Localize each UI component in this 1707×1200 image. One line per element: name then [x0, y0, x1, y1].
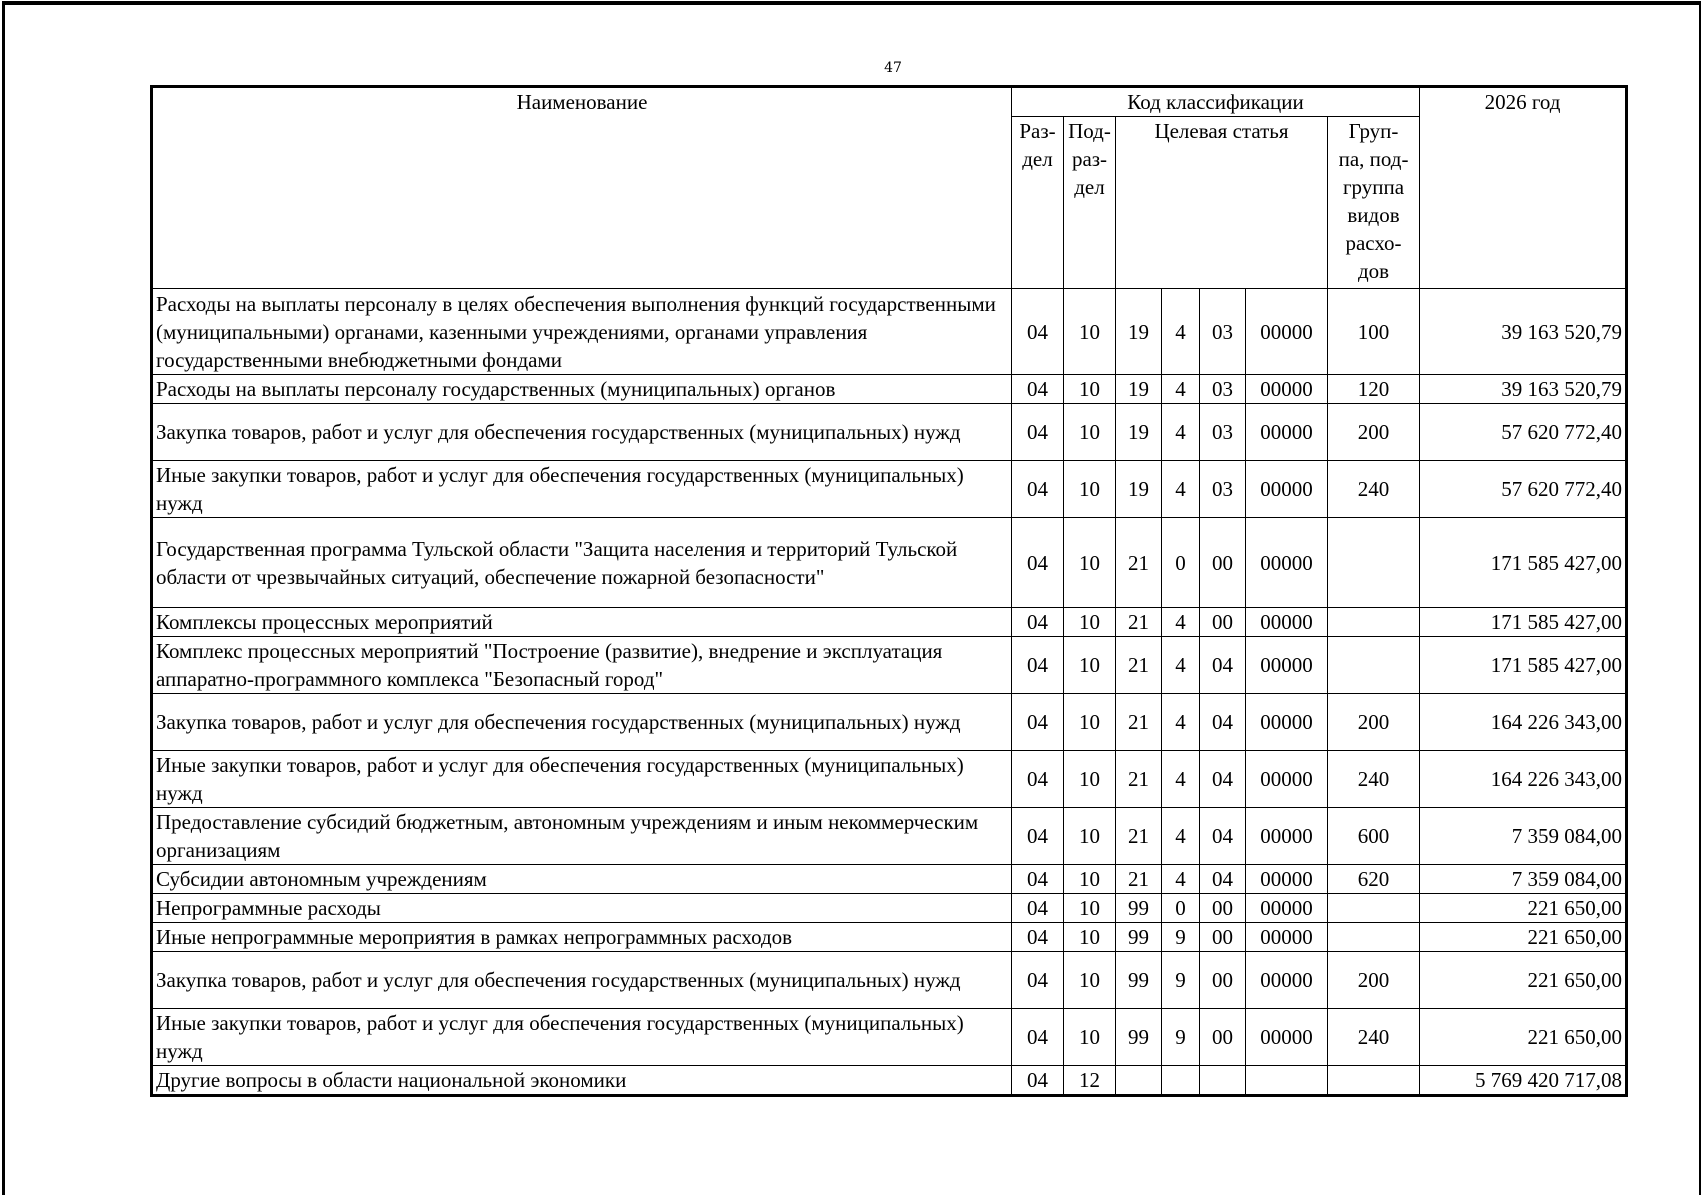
row-amount: 7 359 084,00	[1420, 865, 1627, 894]
row-podrazdel: 10	[1064, 637, 1116, 694]
row-podrazdel: 10	[1064, 808, 1116, 865]
row-target-type: 4	[1162, 608, 1200, 637]
row-name: Закупка товаров, работ и услуг для обеспечения государственных (муниципальных) нужд	[152, 404, 1012, 461]
row-target-program: 19	[1116, 375, 1162, 404]
row-target-direction: 00000	[1246, 751, 1328, 808]
table-row	[152, 808, 1627, 865]
row-target-direction: 00000	[1246, 808, 1328, 865]
row-target-program: 21	[1116, 608, 1162, 637]
row-expense-group	[1328, 637, 1420, 694]
row-target-direction: 00000	[1246, 694, 1328, 751]
row-target-program: 99	[1116, 923, 1162, 952]
row-razdel: 04	[1012, 404, 1064, 461]
table-row	[152, 608, 1627, 637]
row-target-direction: 00000	[1246, 375, 1328, 404]
row-expense-group: 240	[1328, 751, 1420, 808]
row-target-program: 19	[1116, 461, 1162, 518]
row-target-subprogram: 03	[1200, 404, 1246, 461]
row-target-subprogram: 00	[1200, 1009, 1246, 1066]
row-amount: 221 650,00	[1420, 1009, 1627, 1066]
row-target-type: 4	[1162, 865, 1200, 894]
table-row	[152, 694, 1627, 751]
row-razdel: 04	[1012, 923, 1064, 952]
row-target-direction: 00000	[1246, 637, 1328, 694]
header-podrazdel	[1064, 117, 1116, 289]
row-target-subprogram: 04	[1200, 808, 1246, 865]
row-name: Иные закупки товаров, работ и услуг для обеспечения государственных (муниципальных) нужд	[152, 1009, 1012, 1066]
row-amount: 221 650,00	[1420, 894, 1627, 923]
row-podrazdel: 10	[1064, 865, 1116, 894]
row-target-direction: 00000	[1246, 608, 1328, 637]
row-expense-group: 200	[1328, 952, 1420, 1009]
row-target-direction: 00000	[1246, 518, 1328, 608]
row-podrazdel: 10	[1064, 1009, 1116, 1066]
header-razdel-line: дел	[1022, 147, 1053, 171]
row-podrazdel: 12	[1064, 1066, 1116, 1096]
row-name: Субсидии автономным учреждениям	[152, 865, 1012, 894]
row-amount: 39 163 520,79	[1420, 289, 1627, 375]
row-expense-group	[1328, 923, 1420, 952]
row-target-subprogram: 04	[1200, 694, 1246, 751]
table-row	[152, 461, 1627, 518]
row-expense-group	[1328, 894, 1420, 923]
row-razdel: 04	[1012, 808, 1064, 865]
table-row	[152, 289, 1627, 375]
table-row	[152, 1066, 1627, 1096]
header-group	[1328, 117, 1420, 289]
row-podrazdel: 10	[1064, 608, 1116, 637]
row-target-type: 9	[1162, 923, 1200, 952]
row-target-subprogram: 00	[1200, 952, 1246, 1009]
header-group-line: группа	[1342, 175, 1405, 199]
row-target-direction: 00000	[1246, 404, 1328, 461]
row-podrazdel: 10	[1064, 404, 1116, 461]
row-target-direction: 00000	[1246, 461, 1328, 518]
row-razdel: 04	[1012, 952, 1064, 1009]
header-year: 2026 год	[1420, 87, 1627, 289]
row-name: Комплексы процессных мероприятий	[152, 608, 1012, 637]
row-razdel: 04	[1012, 1066, 1064, 1096]
row-target-direction: 00000	[1246, 1009, 1328, 1066]
budget-table	[150, 85, 1628, 1097]
row-target-program: 21	[1116, 518, 1162, 608]
row-amount: 171 585 427,00	[1420, 608, 1627, 637]
row-target-type: 4	[1162, 375, 1200, 404]
row-target-program: 99	[1116, 894, 1162, 923]
header-group-line: дов	[1357, 259, 1390, 283]
row-target-subprogram: 00	[1200, 923, 1246, 952]
row-expense-group: 600	[1328, 808, 1420, 865]
row-name: Расходы на выплаты персоналу в целях обеспечения выполнения функций государственными (муниципальными) органами, казенными учреждениями, органами управления государственными внебюджетными фондами	[152, 289, 1012, 375]
table-row	[152, 1009, 1627, 1066]
row-target-program	[1116, 1066, 1162, 1096]
row-target-program: 99	[1116, 1009, 1162, 1066]
row-podrazdel: 10	[1064, 952, 1116, 1009]
table-row	[152, 518, 1627, 608]
row-podrazdel: 10	[1064, 289, 1116, 375]
row-target-subprogram: 00	[1200, 518, 1246, 608]
row-razdel: 04	[1012, 751, 1064, 808]
row-razdel: 04	[1012, 865, 1064, 894]
row-expense-group: 240	[1328, 1009, 1420, 1066]
table-row	[152, 637, 1627, 694]
row-razdel: 04	[1012, 1009, 1064, 1066]
row-name: Другие вопросы в области национальной экономики	[152, 1066, 1012, 1096]
row-target-program: 19	[1116, 289, 1162, 375]
header-podrazdel-line: дел	[1074, 175, 1105, 199]
table-row	[152, 375, 1627, 404]
row-name: Иные закупки товаров, работ и услуг для обеспечения государственных (муниципальных) нужд	[152, 751, 1012, 808]
row-target-type: 0	[1162, 894, 1200, 923]
header-razdel	[1012, 117, 1064, 289]
row-target-type: 4	[1162, 637, 1200, 694]
row-razdel: 04	[1012, 608, 1064, 637]
row-target-program: 21	[1116, 637, 1162, 694]
row-razdel: 04	[1012, 637, 1064, 694]
header-row-top	[152, 87, 1627, 117]
row-podrazdel: 10	[1064, 461, 1116, 518]
row-target-type: 0	[1162, 518, 1200, 608]
row-target-type: 4	[1162, 404, 1200, 461]
row-name: Предоставление субсидий бюджетным, автономным учреждениям и иным некоммерческим организациям	[152, 808, 1012, 865]
row-target-program: 19	[1116, 404, 1162, 461]
row-name: Расходы на выплаты персоналу государственных (муниципальных) органов	[152, 375, 1012, 404]
row-target-type: 9	[1162, 952, 1200, 1009]
row-razdel: 04	[1012, 518, 1064, 608]
row-name: Государственная программа Тульской области "Защита населения и территорий Тульской области от чрезвычайных ситуаций, обеспечение пожарной безопасности"	[152, 518, 1012, 608]
row-target-program: 21	[1116, 865, 1162, 894]
row-amount: 7 359 084,00	[1420, 808, 1627, 865]
row-amount: 5 769 420 717,08	[1420, 1066, 1627, 1096]
row-amount: 164 226 343,00	[1420, 694, 1627, 751]
header-group-line: расхо-	[1345, 231, 1402, 255]
row-name: Непрограммные расходы	[152, 894, 1012, 923]
row-amount: 57 620 772,40	[1420, 461, 1627, 518]
row-target-program: 99	[1116, 952, 1162, 1009]
row-amount: 39 163 520,79	[1420, 375, 1627, 404]
row-target-subprogram: 04	[1200, 637, 1246, 694]
row-target-direction	[1246, 1066, 1328, 1096]
row-target-direction: 00000	[1246, 923, 1328, 952]
row-expense-group	[1328, 518, 1420, 608]
header-classification: Код классификации	[1012, 87, 1420, 117]
header-group-line: Груп-	[1348, 119, 1399, 143]
row-target-type: 4	[1162, 694, 1200, 751]
row-target-subprogram	[1200, 1066, 1246, 1096]
row-podrazdel: 10	[1064, 923, 1116, 952]
header-name: Наименование	[152, 87, 1012, 289]
row-target-subprogram: 03	[1200, 375, 1246, 404]
row-name: Закупка товаров, работ и услуг для обеспечения государственных (муниципальных) нужд	[152, 952, 1012, 1009]
row-name: Иные закупки товаров, работ и услуг для обеспечения государственных (муниципальных) нужд	[152, 461, 1012, 518]
row-target-type: 4	[1162, 289, 1200, 375]
row-podrazdel: 10	[1064, 694, 1116, 751]
header-group-line: па, под-	[1338, 147, 1409, 171]
row-target-program: 21	[1116, 694, 1162, 751]
row-razdel: 04	[1012, 894, 1064, 923]
row-razdel: 04	[1012, 289, 1064, 375]
row-expense-group: 620	[1328, 865, 1420, 894]
header-razdel-line: Раз-	[1019, 119, 1056, 143]
row-target-subprogram: 04	[1200, 865, 1246, 894]
row-target-program: 21	[1116, 751, 1162, 808]
table-row	[152, 952, 1627, 1009]
row-target-type: 4	[1162, 751, 1200, 808]
row-expense-group	[1328, 608, 1420, 637]
row-expense-group	[1328, 1066, 1420, 1096]
row-target-type: 4	[1162, 461, 1200, 518]
header-podrazdel-line: Под-	[1068, 119, 1111, 143]
row-expense-group: 100	[1328, 289, 1420, 375]
row-amount: 164 226 343,00	[1420, 751, 1627, 808]
row-target-type: 9	[1162, 1009, 1200, 1066]
table-row	[152, 404, 1627, 461]
row-razdel: 04	[1012, 694, 1064, 751]
table-row	[152, 865, 1627, 894]
table-row	[152, 894, 1627, 923]
row-expense-group: 200	[1328, 694, 1420, 751]
row-target-program: 21	[1116, 808, 1162, 865]
row-target-type: 4	[1162, 808, 1200, 865]
row-amount: 221 650,00	[1420, 923, 1627, 952]
row-target-direction: 00000	[1246, 894, 1328, 923]
row-target-direction: 00000	[1246, 865, 1328, 894]
row-amount: 171 585 427,00	[1420, 518, 1627, 608]
header-target: Целевая статья	[1116, 117, 1328, 289]
row-amount: 171 585 427,00	[1420, 637, 1627, 694]
row-podrazdel: 10	[1064, 375, 1116, 404]
header-podrazdel-line: раз-	[1071, 147, 1108, 171]
row-target-subprogram: 00	[1200, 608, 1246, 637]
row-podrazdel: 10	[1064, 518, 1116, 608]
row-target-subprogram: 04	[1200, 751, 1246, 808]
row-razdel: 04	[1012, 461, 1064, 518]
row-expense-group: 240	[1328, 461, 1420, 518]
table-row	[152, 923, 1627, 952]
row-target-subprogram: 03	[1200, 289, 1246, 375]
row-target-subprogram: 00	[1200, 894, 1246, 923]
header-group-line: видов	[1347, 203, 1400, 227]
row-podrazdel: 10	[1064, 751, 1116, 808]
row-name: Иные непрограммные мероприятия в рамках непрограммных расходов	[152, 923, 1012, 952]
row-amount: 221 650,00	[1420, 952, 1627, 1009]
row-target-subprogram: 03	[1200, 461, 1246, 518]
row-razdel: 04	[1012, 375, 1064, 404]
row-expense-group: 120	[1328, 375, 1420, 404]
row-name: Комплекс процессных мероприятий "Построение (развитие), внедрение и эксплуатация аппаратно-программного комплекса "Безопасный город"	[152, 637, 1012, 694]
table-body	[152, 289, 1627, 1096]
table-row	[152, 751, 1627, 808]
row-name: Закупка товаров, работ и услуг для обеспечения государственных (муниципальных) нужд	[152, 694, 1012, 751]
row-amount: 57 620 772,40	[1420, 404, 1627, 461]
row-expense-group: 200	[1328, 404, 1420, 461]
row-target-type	[1162, 1066, 1200, 1096]
row-podrazdel: 10	[1064, 894, 1116, 923]
page-number: 47	[884, 60, 902, 76]
row-target-direction: 00000	[1246, 952, 1328, 1009]
row-target-direction: 00000	[1246, 289, 1328, 375]
